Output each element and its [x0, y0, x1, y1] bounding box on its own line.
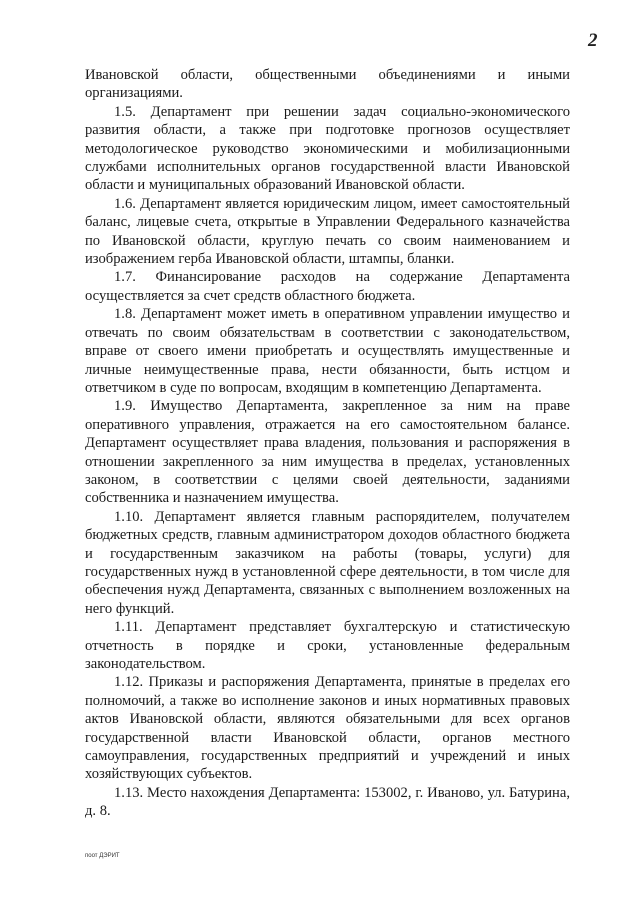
paragraph-continuation: Ивановской области, общественными объединениями и иными организациями.: [85, 67, 570, 102]
paragraph-1-10: 1.10. Департамент является главным распорядителем, получателем бюджетных средств, главным администратором доходов областного бюджета и государственным заказчиком на работы (товары, услуги) для государственных нужд в установленной сфере деятельности, в том числе для обеспечения нужд Департамента, связанных с выполнением возложенных на него функций.: [85, 508, 570, 617]
paragraph-1-11: 1.11. Департамент представляет бухгалтерскую и статистическую отчетность в порядке и сроки, установленные федеральным законодательством.: [85, 619, 570, 672]
document-body: [85, 66, 570, 821]
paragraph-1-12: 1.12. Приказы и распоряжения Департамента, принятые в пределах его полномочий, а также во исполнение законов и иных нормативных правовых актов Ивановской области, являются обязательными для всех органов государственной власти Ивановской области, органов местного самоуправления, государственных предприятий и учреждений и иных хозяйствующих субъектов.: [85, 674, 570, 783]
paragraph-1-13: 1.13. Место нахождения Департамента: 153002, г. Иваново, ул. Батурина, д. 8.: [85, 784, 570, 820]
paragraph-1-7: 1.7. Финансирование расходов на содержание Департамента осуществляется за счет средств областного бюджета.: [85, 269, 570, 304]
paragraph-1-6: 1.6. Департамент является юридическим лицом, имеет самостоятельный баланс, лицевые счета, открытые в Управлении Федерального казначейства по Ивановской области, круглую печать со своим наименованием и изображением герба Ивановской области, штампы, бланки.: [85, 195, 570, 268]
paragraph-1-9: 1.9. Имущество Департамента, закрепленное за ним на праве оперативного управления, отражается на его самостоятельном балансе. Департамент осуществляет права владения, пользования и распоряжения в отношении закрепленного за ним имущества в пределах, установленных законом, в соответствии с целями своей деятельности, заданиями собственника и назначением имущества.: [85, 398, 570, 507]
paragraph-1-5: 1.5. Департамент при решении задач социально-экономического развития области, а также при подготовке прогнозов осуществляет методологическое руководство экономическими и мобилизационными службами исполнительных органов государственной власти Ивановской области и муниципальных образований Ивановской области.: [85, 103, 570, 194]
page-number: 2: [588, 30, 598, 51]
paragraph-1-8: 1.8. Департамент может иметь в оперативном управлении имущество и отвечать по своим обязательствам в соответствии с законодательством, вправе от своего имени приобретать и осуществлять имущественные и личные неимущественные права, нести обязанности, быть истцом и ответчиком в суде по вопросам, входящим в компетенцию Департамента.: [85, 306, 570, 396]
footer-mark: поот ДЭРИТ: [85, 853, 120, 859]
